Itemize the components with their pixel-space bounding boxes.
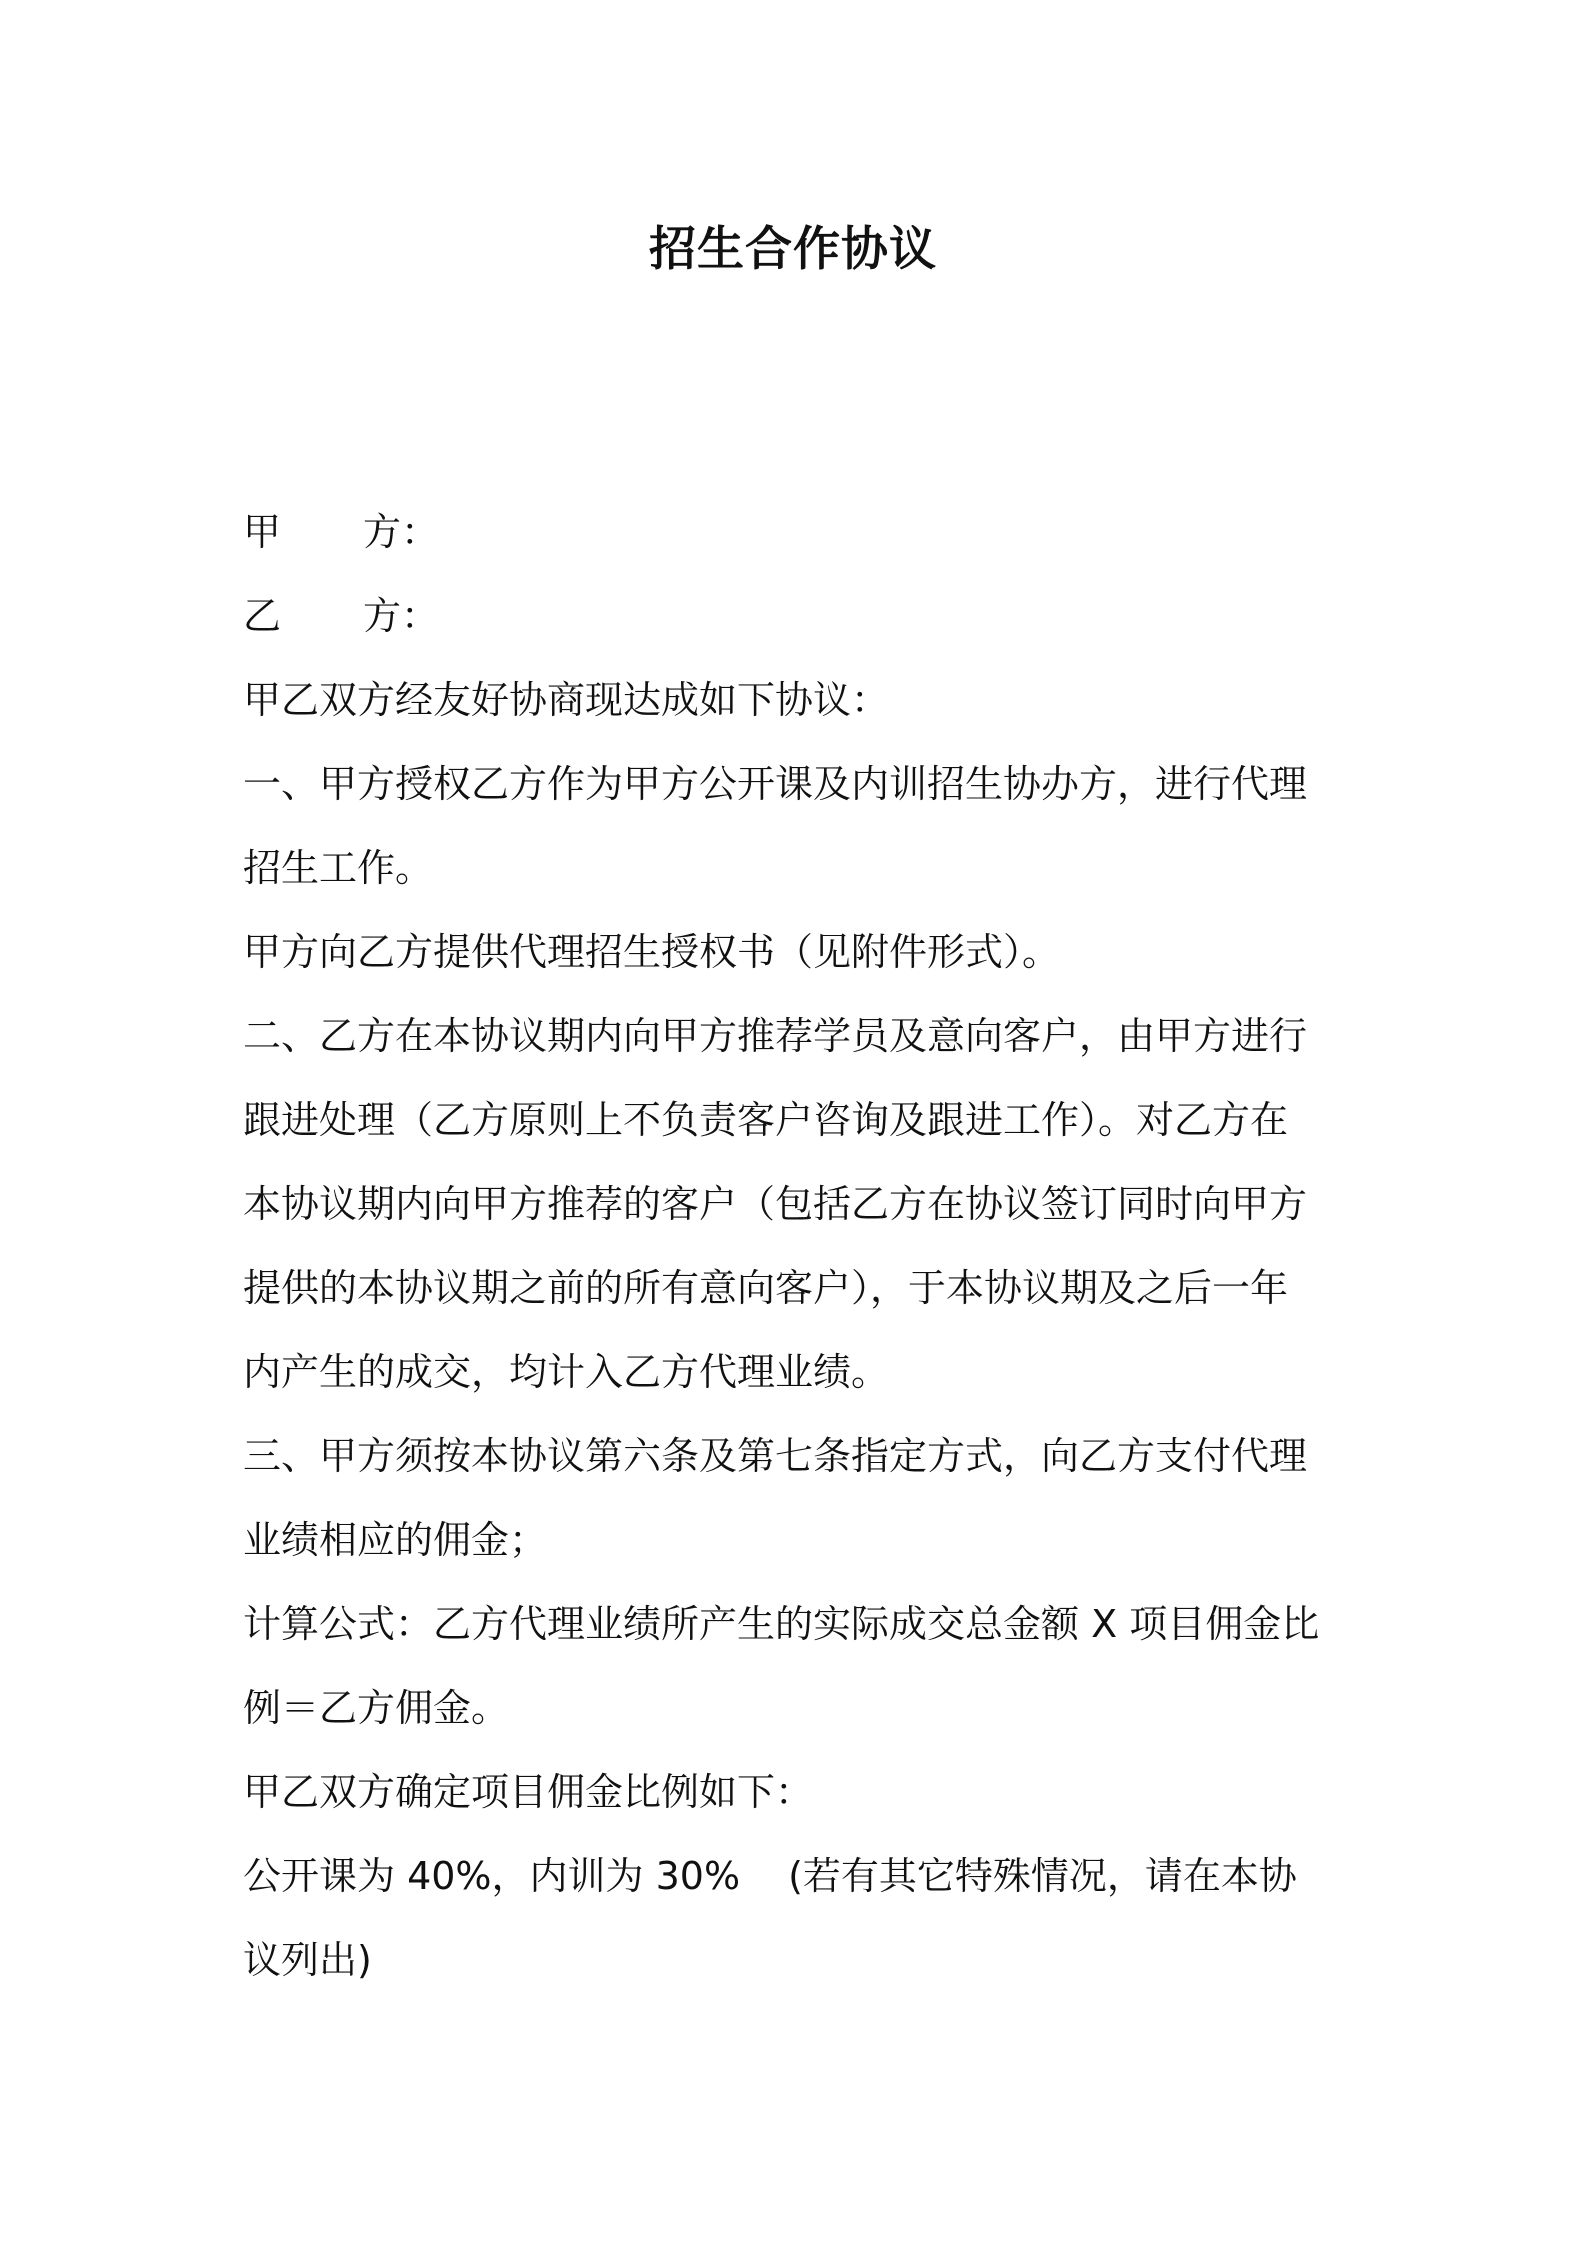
clause1-line-2: 招生工作。	[243, 846, 434, 890]
party-a-suffix: 方：	[363, 510, 440, 554]
document-title: 招生合作协议	[649, 222, 937, 277]
ratio-line	[243, 1834, 1353, 1918]
party-b-label: 乙	[243, 594, 282, 638]
party-a-label: 甲	[243, 510, 282, 554]
clause2-line-5: 内产生的成交，均计入乙方代理业绩。	[243, 1350, 890, 1394]
ratio-note-1: (若有其它特殊情况，请在本协	[788, 1854, 1297, 1898]
document-body	[243, 490, 1353, 2002]
clause2-line-3: 本协议期内向甲方推荐的客户（包括乙方在协议签订同时向甲方	[243, 1182, 1308, 1226]
party-a-line	[243, 490, 1353, 574]
party-b-suffix: 方：	[363, 594, 440, 638]
ratio-intro: 甲乙双方确定项目佣金比例如下：	[243, 1770, 814, 1814]
clause2-line-2: 跟进处理（乙方原则上不负责客户咨询及跟进工作）。对乙方在	[243, 1098, 1289, 1142]
intro-line: 甲乙双方经友好协商现达成如下协议：	[243, 678, 890, 722]
clause1-line-1: 一、甲方授权乙方作为甲方公开课及内训招生协办方，进行代理	[243, 762, 1308, 806]
ratio-main: 公开课为 40%，内训为 30%	[243, 1854, 741, 1898]
clause3-line-1: 三、甲方须按本协议第六条及第七条指定方式，向乙方支付代理	[243, 1434, 1308, 1478]
clause2-line-1: 二、乙方在本协议期内向甲方推荐学员及意向客户，由甲方进行	[243, 1014, 1308, 1058]
party-b-line	[243, 574, 1353, 658]
clause2-line-4: 提供的本协议期之前的所有意向客户），于本协议期及之后一年	[243, 1266, 1289, 1310]
formula-line-2: 例＝乙方佣金。	[243, 1686, 510, 1730]
clause1-note: 甲方向乙方提供代理招生授权书（见附件形式）。	[243, 930, 1061, 974]
clause3-line-2: 业绩相应的佣金；	[243, 1518, 548, 1562]
formula-line-1: 计算公式：乙方代理业绩所产生的实际成交总金额 X 项目佣金比	[243, 1602, 1320, 1646]
ratio-note-line-2: 议列出)	[243, 1938, 372, 1982]
